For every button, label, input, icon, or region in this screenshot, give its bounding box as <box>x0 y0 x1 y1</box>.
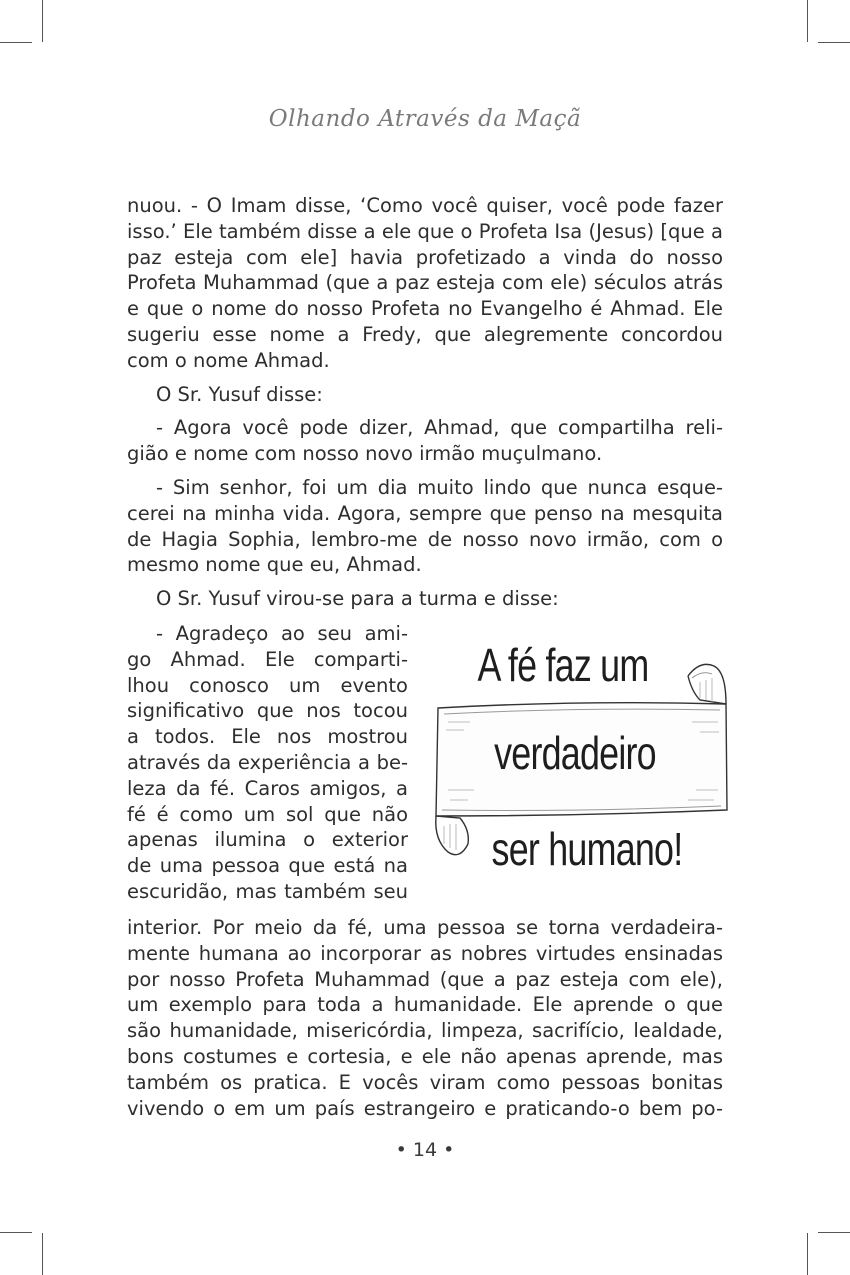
crop-mark <box>42 0 43 42</box>
text-line: a todos. Ele nos mostrou <box>127 725 408 749</box>
text-line: apenas ilumina o exterior <box>127 828 408 852</box>
crop-mark <box>818 42 850 43</box>
text-line: escuridão, mas também seu <box>127 879 408 903</box>
text-line: lhou conosco um evento <box>127 673 408 697</box>
page-number: • 14 • <box>395 1139 455 1161</box>
paragraph: - Sim senhor, foi um dia muito lindo que nunca esque-cerei na minha vida. Agora, sempre que penso na mesquita de Hagia Sophia, lembro-me de nosso novo irmão, com o mesmo nome que eu, Ahmad. <box>127 475 723 577</box>
paragraph: nuou. - O Imam disse, ‘Como você quiser, você pode fazer isso.’ Ele também disse a ele que o Profeta Isa (Jesus) [que a paz esteja com ele] havia profetizado a vinda do nosso Profeta Muhammad (que a paz esteja com ele) séculos atrás e que o nome do nosso Profeta no Evangelho é Ahmad. Ele sugeriu esse nome a Fredy, que alegremente concordou com o nome Ahmad. <box>127 194 723 372</box>
paragraph: interior. Por meio da fé, uma pessoa se torna verdadeira-mente humana ao incorporar as nobres virtudes ensinadas por nosso Profeta Muhammad (que a paz esteja com ele), um exemplo para toda a humanidade. Ele aprende o que são humanidade, misericórdia, limpeza, sacrifício, lealdade, bons costumes e cortesia, e ele não apenas aprende, mas também os pratica. E vocês viram como pessoas bonitas vivendo o em um país estrangeiro e praticando-o bem po- <box>127 916 723 1120</box>
crop-mark <box>807 1233 808 1275</box>
crop-mark <box>0 1232 32 1233</box>
body-text-top <box>127 193 723 612</box>
body-text-wrapped <box>127 621 408 905</box>
running-head: Olhando Através da Maçã <box>268 106 582 132</box>
crop-mark <box>818 1232 850 1233</box>
crop-mark <box>42 1233 43 1275</box>
crop-mark <box>0 42 32 43</box>
text-line: de uma pessoa que está na <box>127 854 408 878</box>
text-line: leza da fé. Caros amigos, a <box>127 776 408 800</box>
body-text-bottom <box>127 915 723 1121</box>
pull-quote-banner <box>430 630 735 880</box>
crop-mark <box>807 0 808 42</box>
text-line: fé é como um sol que não <box>127 802 408 826</box>
pull-quote-line: verdadeiro <box>494 727 656 779</box>
paragraph: O Sr. Yusuf disse: <box>156 382 323 406</box>
pull-quote-line: ser humano! <box>491 823 683 875</box>
text-line: significativo que nos tocou <box>127 699 408 723</box>
text-line: - Agradeço ao seu ami- <box>156 622 408 645</box>
paragraph: - Agora você pode dizer, Ahmad, que compartilha reli-gião e nome com nosso novo irmão muçulmano. <box>127 416 723 466</box>
text-line: go Ahmad. Ele comparti- <box>127 647 408 671</box>
paragraph: O Sr. Yusuf virou-se para a turma e disse: <box>156 587 559 611</box>
text-line: através da experiência a be- <box>127 750 408 774</box>
pull-quote-line: A fé faz um <box>477 639 649 691</box>
